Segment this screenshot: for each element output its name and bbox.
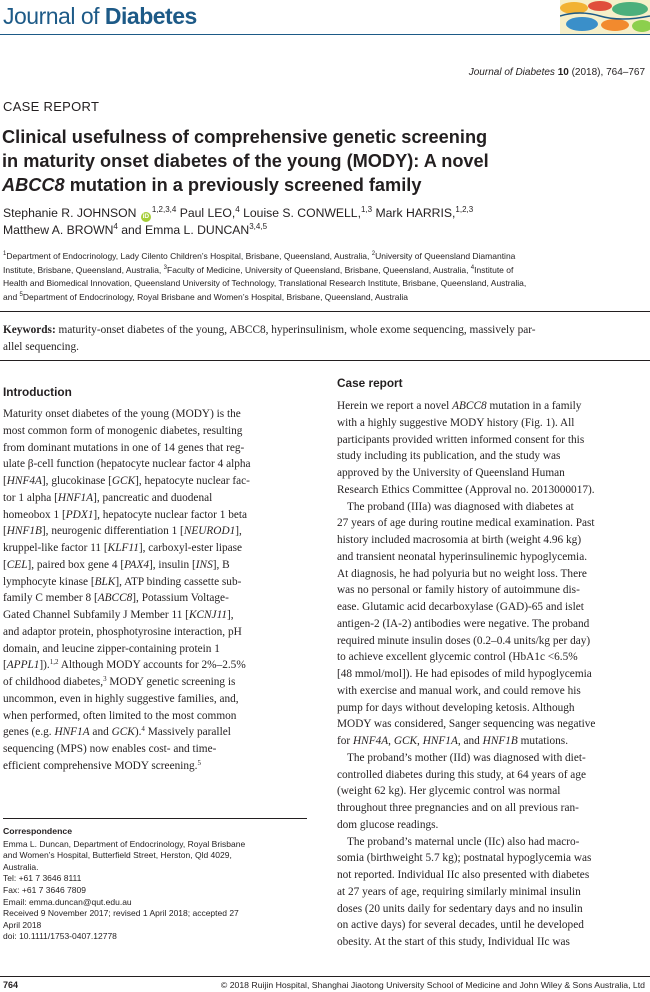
- section-heading-introduction: Introduction: [3, 385, 72, 399]
- author-list: Stephanie R. JOHNSON iD$^{1,2,3,4}$ Paul LEO,$^4$ Louise S. CONWELL,$^{1,3}$ Mark HARRIS,$^{1,2,3}$ Matthew A. BROWN$^4$ and Emma L. DUNCAN$^{3,4,5}$: [3, 205, 474, 237]
- header-rule: [0, 34, 650, 35]
- divider: [3, 818, 307, 819]
- citation-line: Journal of Diabetes 10 (2018), 764–767: [468, 67, 645, 78]
- correspondence: Correspondence Emma L. Duncan, Department of Endocrinology, Royal Brisbane and Women’s Hospital, Butterfield Street, Herston, Qld 4029, Australia. Tel: +61 7 3646 8111 Fax: +61 7 3646 7809 Email: emma.duncan@qut.edu.au Received 9 November 2017; revised 1 April 2018; accepted 27 April 2018 doi: 10.1111/1753-0407.12778: [3, 826, 313, 943]
- article-title: Clinical usefulness of comprehensive genetic screening in maturity onset diabetes of the young (MODY): A novel ABCC8 mutation in a previously screened family: [2, 127, 489, 195]
- affiliations: $^1$Department of Endocrinology, Lady Cilento Children’s Hospital, Brisbane, Queensland, Australia, $^2$University of Queensland Diamantina Institute, Brisbane, Queensland, Australia, $^3$Faculty of Medicine, University of Queensland, Brisbane, Queensland, Australia, $^4$Institute of Health and Biomedical Innovation, Queensland University of Technology, Translational Research Institute, Brisbane, Queensland, Australia, and $^5$Department of Endocrinology, Royal Brisbane and Women’s Hospital, Brisbane, Queensland, Australia: [3, 251, 527, 303]
- page-number: 764: [3, 980, 19, 990]
- copyright-notice: © 2018 Ruijin Hospital, Shanghai Jiaotong University School of Medicine and John Wiley & Sons Australia, Ltd: [220, 980, 645, 990]
- author-name: Matthew A. BROWN: [3, 223, 114, 237]
- author-name: Stephanie R. JOHNSON: [3, 206, 137, 220]
- journal-banner-illustration: [560, 0, 650, 34]
- divider: [0, 311, 650, 312]
- doi-link[interactable]: doi: 10.1111/1753-0407.12778: [3, 931, 117, 942]
- footer-rule: [0, 976, 650, 977]
- orcid-icon[interactable]: iD: [142, 213, 150, 220]
- email-link[interactable]: Email: emma.duncan@qut.edu.au: [3, 896, 132, 907]
- case-report-text: Herein we report a novel ABCC8 mutation in a family with a highly suggestive MODY history (Fig. 1). All participants provided written informed consent for this study including its publication, and the study was approved by the University of Queensland Human Research Ethics Committee (Approval no. 2013000017). The proband (IIIa) was diagnosed with diabetes at 27 years of age during routine medical examination. Past history included macrosomia at birth (weight 4.96 kg) and transient neonatal hyperinsulinemic hypoglycemia. At diagnosis, he had polyuria but no weight loss. There was no personal or family history of autoimmune dis- ease. Glutamic acid decarboxylase (GAD)-65 and islet antigen-2 (IA-2) antibodies were negative. The proband required minute insulin doses (0.2–0.4 units/kg per day) to achieve excellent glycemic control (HbA1c <6.5% [48 mmol/mol]). He had episodes of mild hypoglycemia with exercise and manual work, and could remove his pump for days without developing ketosis. Although MODY was considered, Sanger sequencing was negative for HNF4A, GCK, HNF1A, and HNF1B mutations. The proband’s mother (IId) was diagnosed with diet- controlled diabetes during this study, at 64 years of age (weight 62 kg). Her glycemic control was normal throughout three pregnancies and on all previous ran- dom glucose readings. The proband’s maternal uncle (IIc) also had macro- somia (birthweight 5.7 kg); postnatal hypoglycemia was not reported. Individual IIc also presented with diabetes at 27 years of age, requiring similarly minimal insulin doses (20 units daily for sedentary days and no insulin on active days) for several decades, until he developed obesity. At the start of this study, Individual IIc was: [337, 400, 596, 948]
- divider: [0, 360, 650, 361]
- keywords: Keywords: maturity-onset diabetes of the young, ABCC8, hyperinsulinism, whole exome sequencing, massively par- allel sequencing.: [3, 324, 536, 353]
- author-name: Mark HARRIS,: [372, 206, 456, 220]
- section-heading-case-report: Case report: [337, 376, 403, 390]
- author-name: Paul LEO,: [176, 206, 236, 220]
- journal-logo: Journal of Diabetes: [3, 3, 197, 29]
- article-type: CASE REPORT: [3, 99, 100, 114]
- author-name: Louise S. CONWELL,: [239, 206, 361, 220]
- banner-pattern-icon: [560, 0, 650, 34]
- introduction-text: Maturity onset diabetes of the young (MODY) is the most common form of monogenic diabetes, resulting from dominant mutations in one of 14 genes that reg- ulate β-cell function (hepatocyte nuclear factor 4 alpha [HNF4A], glucokinase [GCK], hepatocyte nuclear fac- tor 1 alpha [HNF1A], pancreatic and duodenal homeobox 1 [PDX1], hepatocyte nuclear factor 1 beta [HNF1B], neurogenic differentiation 1 [NEUROD1], kruppel-like factor 11 [KLF11], carboxyl-ester lipase [CEL], paired box gene 4 [PAX4], insulin [INS], B lymphocyte kinase [BLK], ATP binding cassette sub- family C member 8 [ABCC8], Potassium Voltage- Gated Channel Subfamily J Member 11 [KCNJ11], and adaptor protein, phosphotyrosine interaction, pH domain, and leucine zipper-containing protein 1 [APPL1]).$^{1,2}$ Although MODY accounts for 2%–2.5% of childhood diabetes,$^3$ MODY genetic screening is uncommon, even in highly suggestive families, and, when performed, often limited to the most common genes (e.g. HNF1A and GCK).$^4$ Massively parallel sequencing (MPS) now enables cost- and time- efficient comprehensive MODY screening.$^5$: [3, 408, 251, 772]
- author-name: and Emma L. DUNCAN: [117, 223, 250, 237]
